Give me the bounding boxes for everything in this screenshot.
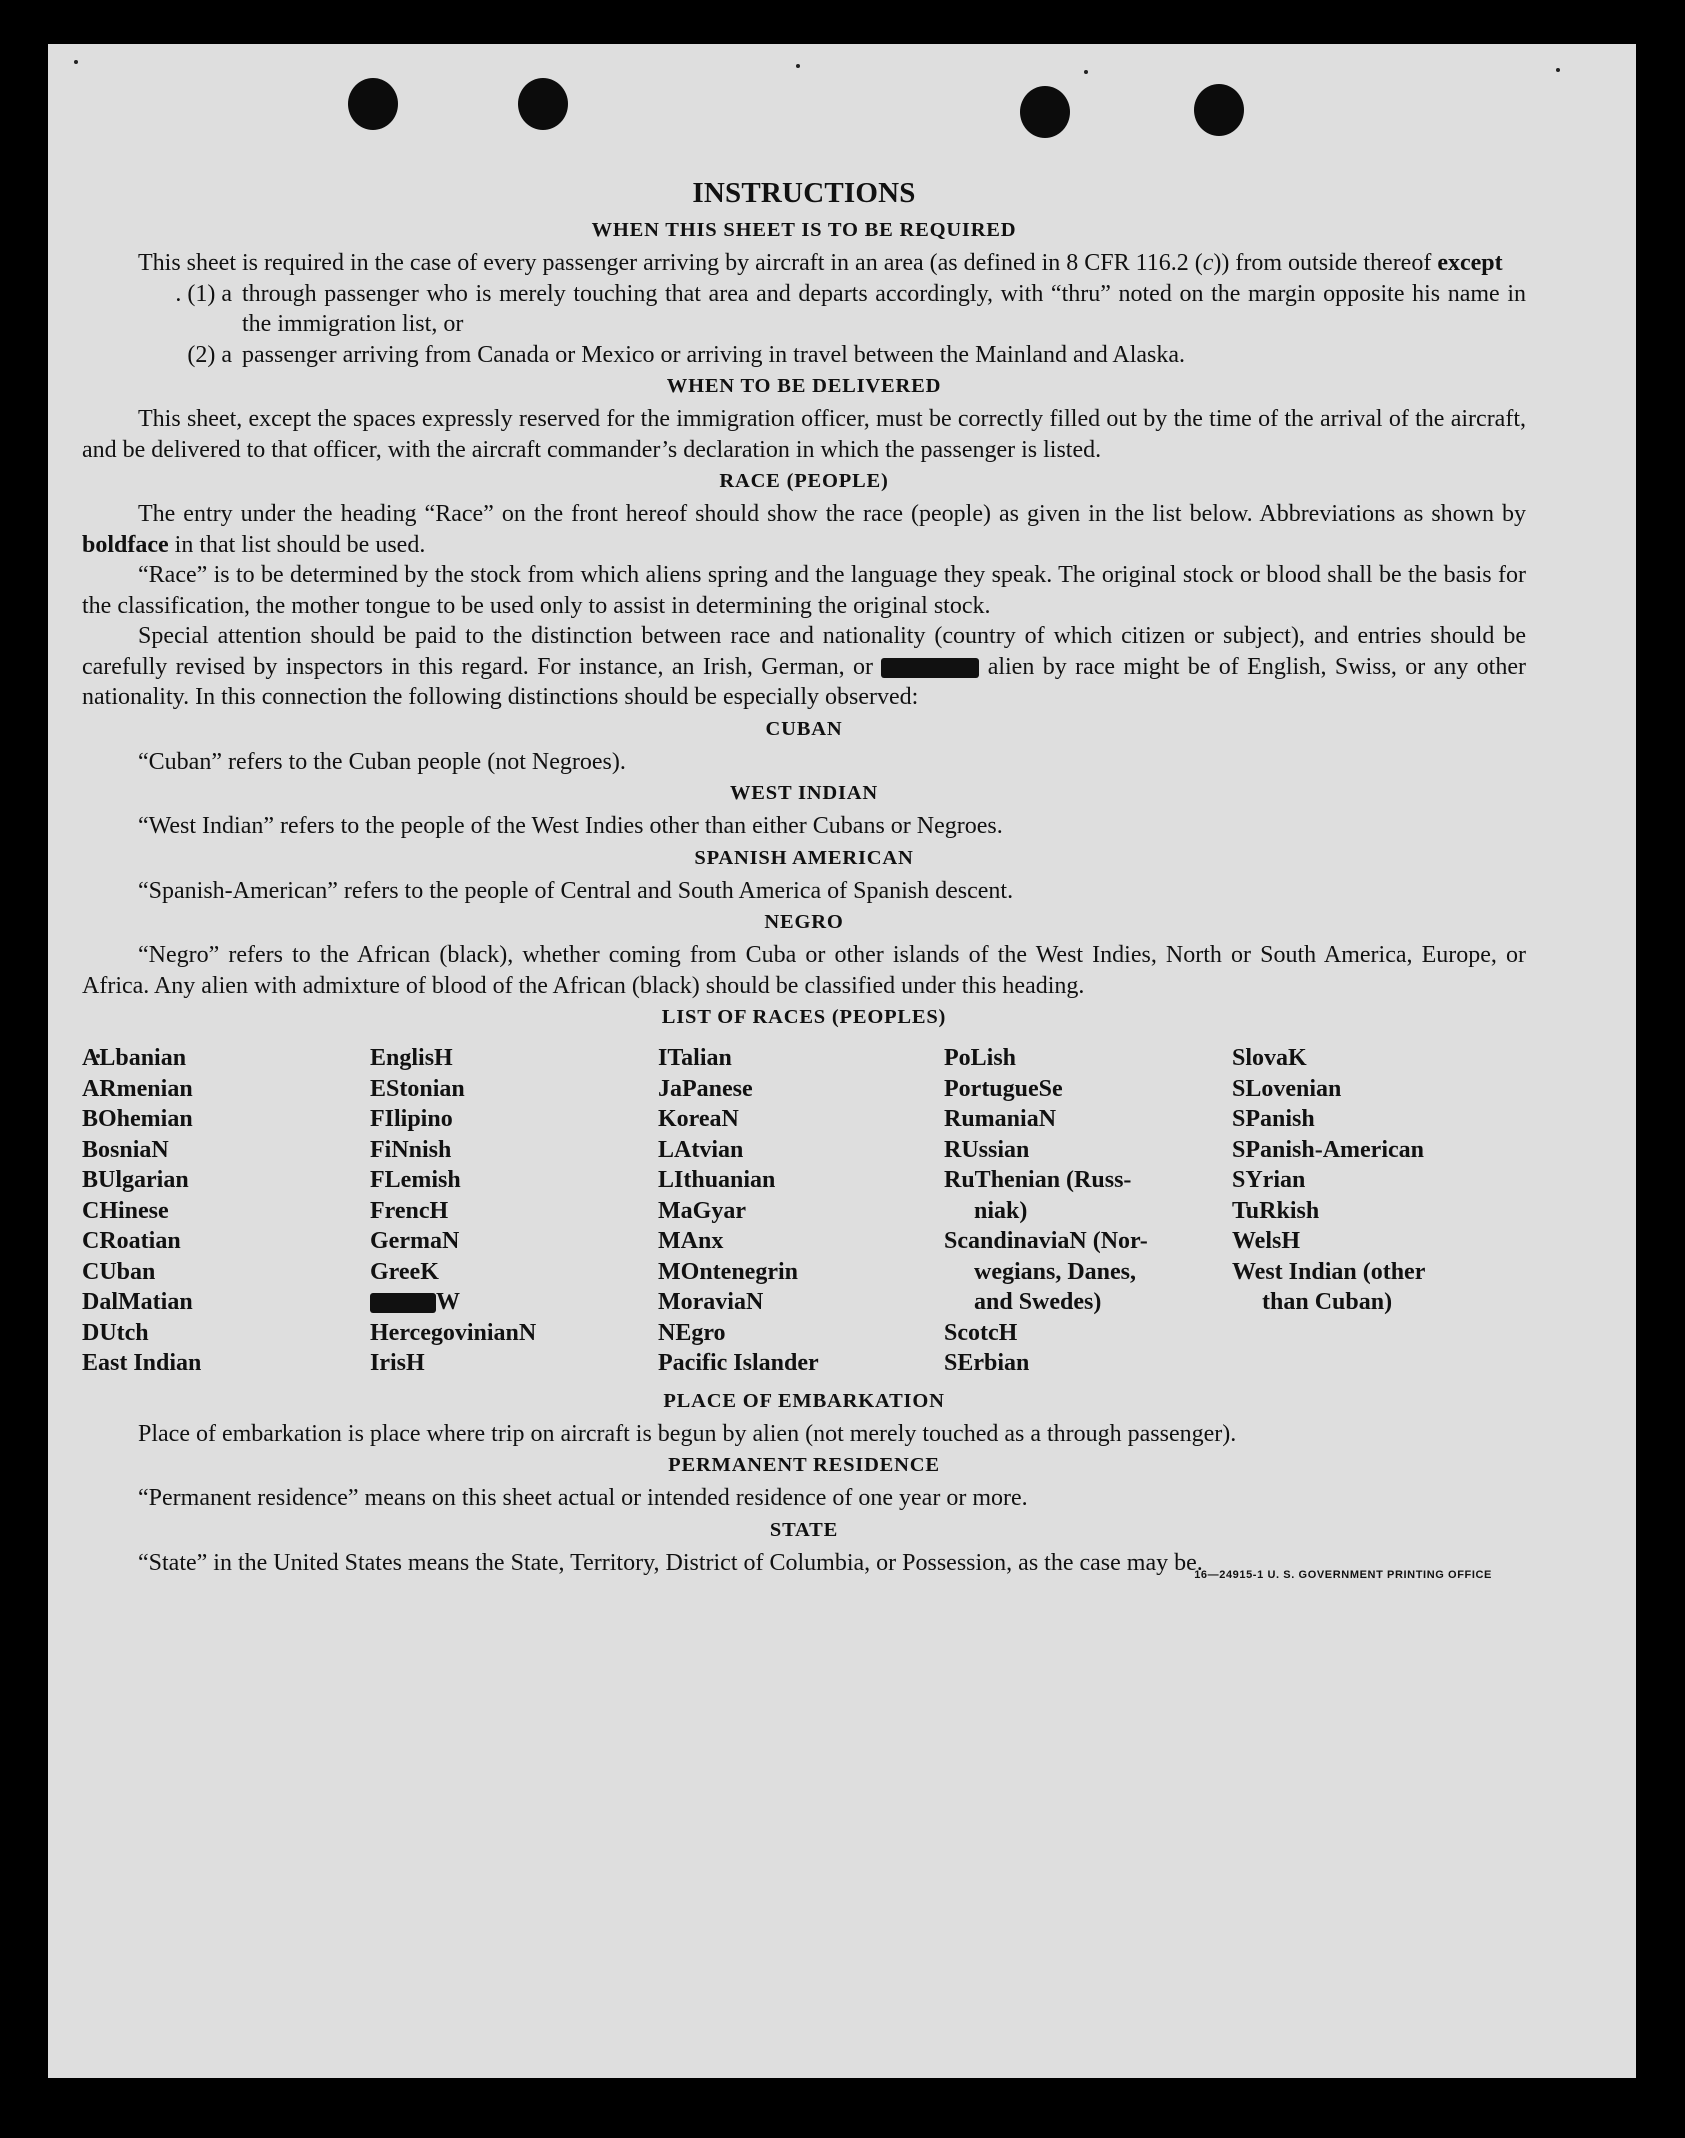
- delivered-text: This sheet, except the spaces expressly reserved for the immigration officer, must be correctly filled out by the time of the arrival of the aircraft, and be delivered to that officer, with the aircraft commander’s declaration in which the passenger is listed.: [82, 406, 1526, 463]
- document-page: [48, 44, 1636, 2078]
- race-item: BOhemian: [82, 1106, 193, 1132]
- residence-text: “Permanent residence” means on this sheet actual or intended residence of one year or more.: [138, 1485, 1028, 1511]
- section-heading-delivered: WHEN TO BE DELIVERED: [666, 375, 942, 397]
- race-item: SPanish: [1232, 1106, 1315, 1132]
- race-item: CUban: [82, 1258, 156, 1285]
- race-item: TuRkish: [1232, 1197, 1320, 1224]
- section-heading-spanish-american: SPANISH AMERICAN: [694, 846, 914, 869]
- race-item: ALbanian: [82, 1045, 187, 1071]
- race-item: RumaniaN: [944, 1106, 1057, 1132]
- races-column-4: [944, 1043, 1232, 1379]
- item-text: through passenger who is merely touching that area and departs accordingly, with “thru” noted on the margin opposite his name in the immigration list, or: [242, 280, 1526, 337]
- race-item: WelsH: [1232, 1228, 1301, 1254]
- race-item: ARmenian: [82, 1075, 193, 1102]
- race-item: GermaN: [370, 1228, 460, 1254]
- scan-speck: [74, 60, 78, 64]
- cuban-text: “Cuban” refers to the Cuban people (not Negroes).: [138, 748, 626, 775]
- punch-hole: [348, 78, 398, 130]
- punch-hole: [1194, 84, 1244, 136]
- race-item-redacted: W: [370, 1287, 658, 1318]
- section-heading-negro: NEGRO: [764, 911, 844, 933]
- race-item: KoreaN: [658, 1106, 739, 1132]
- race-item: MAnx: [658, 1228, 724, 1254]
- instructions-body: [82, 176, 1526, 1591]
- races-column-5: [1232, 1043, 1526, 1379]
- race-item: MaGyar: [658, 1197, 746, 1224]
- race-item: BosniaN: [82, 1136, 169, 1163]
- races-column-3: [658, 1043, 944, 1379]
- race-item: West Indian (other: [1232, 1258, 1426, 1285]
- race-item: East Indian: [82, 1350, 202, 1376]
- race-item: SLovenian: [1232, 1075, 1342, 1102]
- section-heading-embarkation: PLACE OF EMBARKATION: [663, 1389, 945, 1412]
- section-heading-required: WHEN THIS SHEET IS TO BE REQUIRED: [591, 219, 1017, 241]
- race-item: NEgro: [658, 1319, 726, 1346]
- race-item: SErbian: [944, 1350, 1030, 1376]
- race-item: RuThenian (Russ-: [944, 1167, 1132, 1193]
- printing-office-footer: 16—24915-1 U. S. GOVERNMENT PRINTING OFFICE: [1194, 1569, 1492, 1581]
- race-item: and Swedes): [974, 1289, 1102, 1315]
- required-item-2: [82, 340, 1526, 371]
- race-item: FiNnish: [370, 1136, 452, 1163]
- races-list: [82, 1043, 1526, 1379]
- scan-speck: [796, 64, 800, 68]
- race-item: EStonian: [370, 1075, 465, 1102]
- section-heading-west-indian: WEST INDIAN: [730, 782, 878, 804]
- race-item: ScotcH: [944, 1319, 1018, 1346]
- race-item: JaPanese: [658, 1075, 753, 1102]
- redaction-mark: [881, 658, 979, 678]
- item-number: . (1) a: [175, 280, 232, 307]
- race-item: FLemish: [370, 1167, 461, 1193]
- race-item: ScandinaviaN (Nor-: [944, 1228, 1148, 1254]
- required-intro: This sheet is required in the case of every passenger arriving by aircraft in an area (as defined in 8 CFR 116.2 (c)) from outside thereof except: [138, 250, 1503, 276]
- race-item: wegians, Danes,: [974, 1258, 1137, 1285]
- race-item: PortugueSe: [944, 1075, 1063, 1102]
- race-item: EnglisH: [370, 1045, 453, 1071]
- race-item: FIlipino: [370, 1106, 453, 1132]
- scan-speck: [1556, 68, 1560, 72]
- race-item: than Cuban): [1262, 1289, 1393, 1315]
- race-item: HercegovinianN: [370, 1319, 537, 1346]
- race-item: ITalian: [658, 1045, 732, 1071]
- race-paragraph-1: The entry under the heading “Race” on the front hereof should show the race (people) as given in the list below. Abbreviations as shown by boldface in that list should be used.: [82, 501, 1526, 558]
- race-item: PoLish: [944, 1045, 1017, 1071]
- punch-hole: [1020, 86, 1070, 138]
- race-item: SYrian: [1232, 1167, 1306, 1193]
- section-heading-state: STATE: [769, 1518, 839, 1541]
- required-item-1: [82, 279, 1526, 340]
- race-item: IrisH: [370, 1350, 425, 1376]
- race-item: FrencH: [370, 1197, 449, 1224]
- race-item: DalMatian: [82, 1289, 193, 1315]
- race-item: GreeK: [370, 1258, 439, 1285]
- race-item: CHinese: [82, 1197, 169, 1224]
- race-item: RUssian: [944, 1136, 1030, 1163]
- race-item: SlovaK: [1232, 1045, 1307, 1071]
- item-number: (2) a: [187, 341, 232, 368]
- west-indian-text: “West Indian” refers to the people of the West Indies other than either Cubans or Negroes.: [138, 813, 1003, 839]
- punch-hole: [518, 78, 568, 130]
- spanish-american-text: “Spanish-American” refers to the people of Central and South America of Spanish descent.: [138, 877, 1014, 904]
- race-item: MoraviaN: [658, 1289, 764, 1315]
- page-title: INSTRUCTIONS: [692, 177, 916, 209]
- item-text: passenger arriving from Canada or Mexico or arriving in travel between the Mainland and Alaska.: [242, 341, 1186, 368]
- race-paragraph-2: “Race” is to be determined by the stock from which aliens spring and the language they speak. The original stock or blood shall be the basis for the classification, the mother tongue to be used only to assist in determining the original stock.: [82, 562, 1526, 619]
- embarkation-text: Place of embarkation is place where trip on aircraft is begun by alien (not merely touched as a through passenger).: [138, 1420, 1237, 1447]
- race-item: BUlgarian: [82, 1167, 189, 1193]
- race-item: SPanish-American: [1232, 1136, 1424, 1163]
- races-column-2: [370, 1043, 658, 1379]
- race-item: Pacific Islander: [658, 1350, 819, 1376]
- redaction-mark: [370, 1293, 436, 1313]
- race-paragraph-3: Special attention should be paid to the distinction between race and nationality (country of which citizen or subject), and entries should be carefully revised by inspectors in this regard. For instance, an Irish, German, or alien by race might be of English, Swiss, or any other nationality. In this connection the following distinctions should be especially observed:: [82, 623, 1526, 710]
- state-text: “State” in the United States means the State, Territory, District of Columbia, or Possession, as the case may be.: [138, 1549, 1203, 1576]
- race-item: CRoatian: [82, 1228, 181, 1254]
- race-item: LAtvian: [658, 1136, 744, 1163]
- section-heading-race: RACE (PEOPLE): [719, 470, 889, 492]
- races-column-2b: [370, 1318, 658, 1379]
- races-column-1: [82, 1043, 370, 1379]
- races-column-2a: [370, 1043, 658, 1287]
- scan-speck: [1084, 70, 1088, 74]
- race-item: MOntenegrin: [658, 1258, 798, 1285]
- section-heading-list: LIST OF RACES (PEOPLES): [661, 1006, 947, 1028]
- race-item: niak): [974, 1197, 1028, 1224]
- race-item: LIthuanian: [658, 1167, 776, 1193]
- section-heading-cuban: CUBAN: [765, 717, 843, 740]
- negro-text: “Negro” refers to the African (black), whether coming from Cuba or other islands of the West Indies, North or South America, Europe, or Africa. Any alien with admixture of blood of the African (black) should be classified under this heading.: [82, 942, 1526, 999]
- race-item: DUtch: [82, 1319, 149, 1346]
- section-heading-residence: PERMANENT RESIDENCE: [668, 1454, 940, 1476]
